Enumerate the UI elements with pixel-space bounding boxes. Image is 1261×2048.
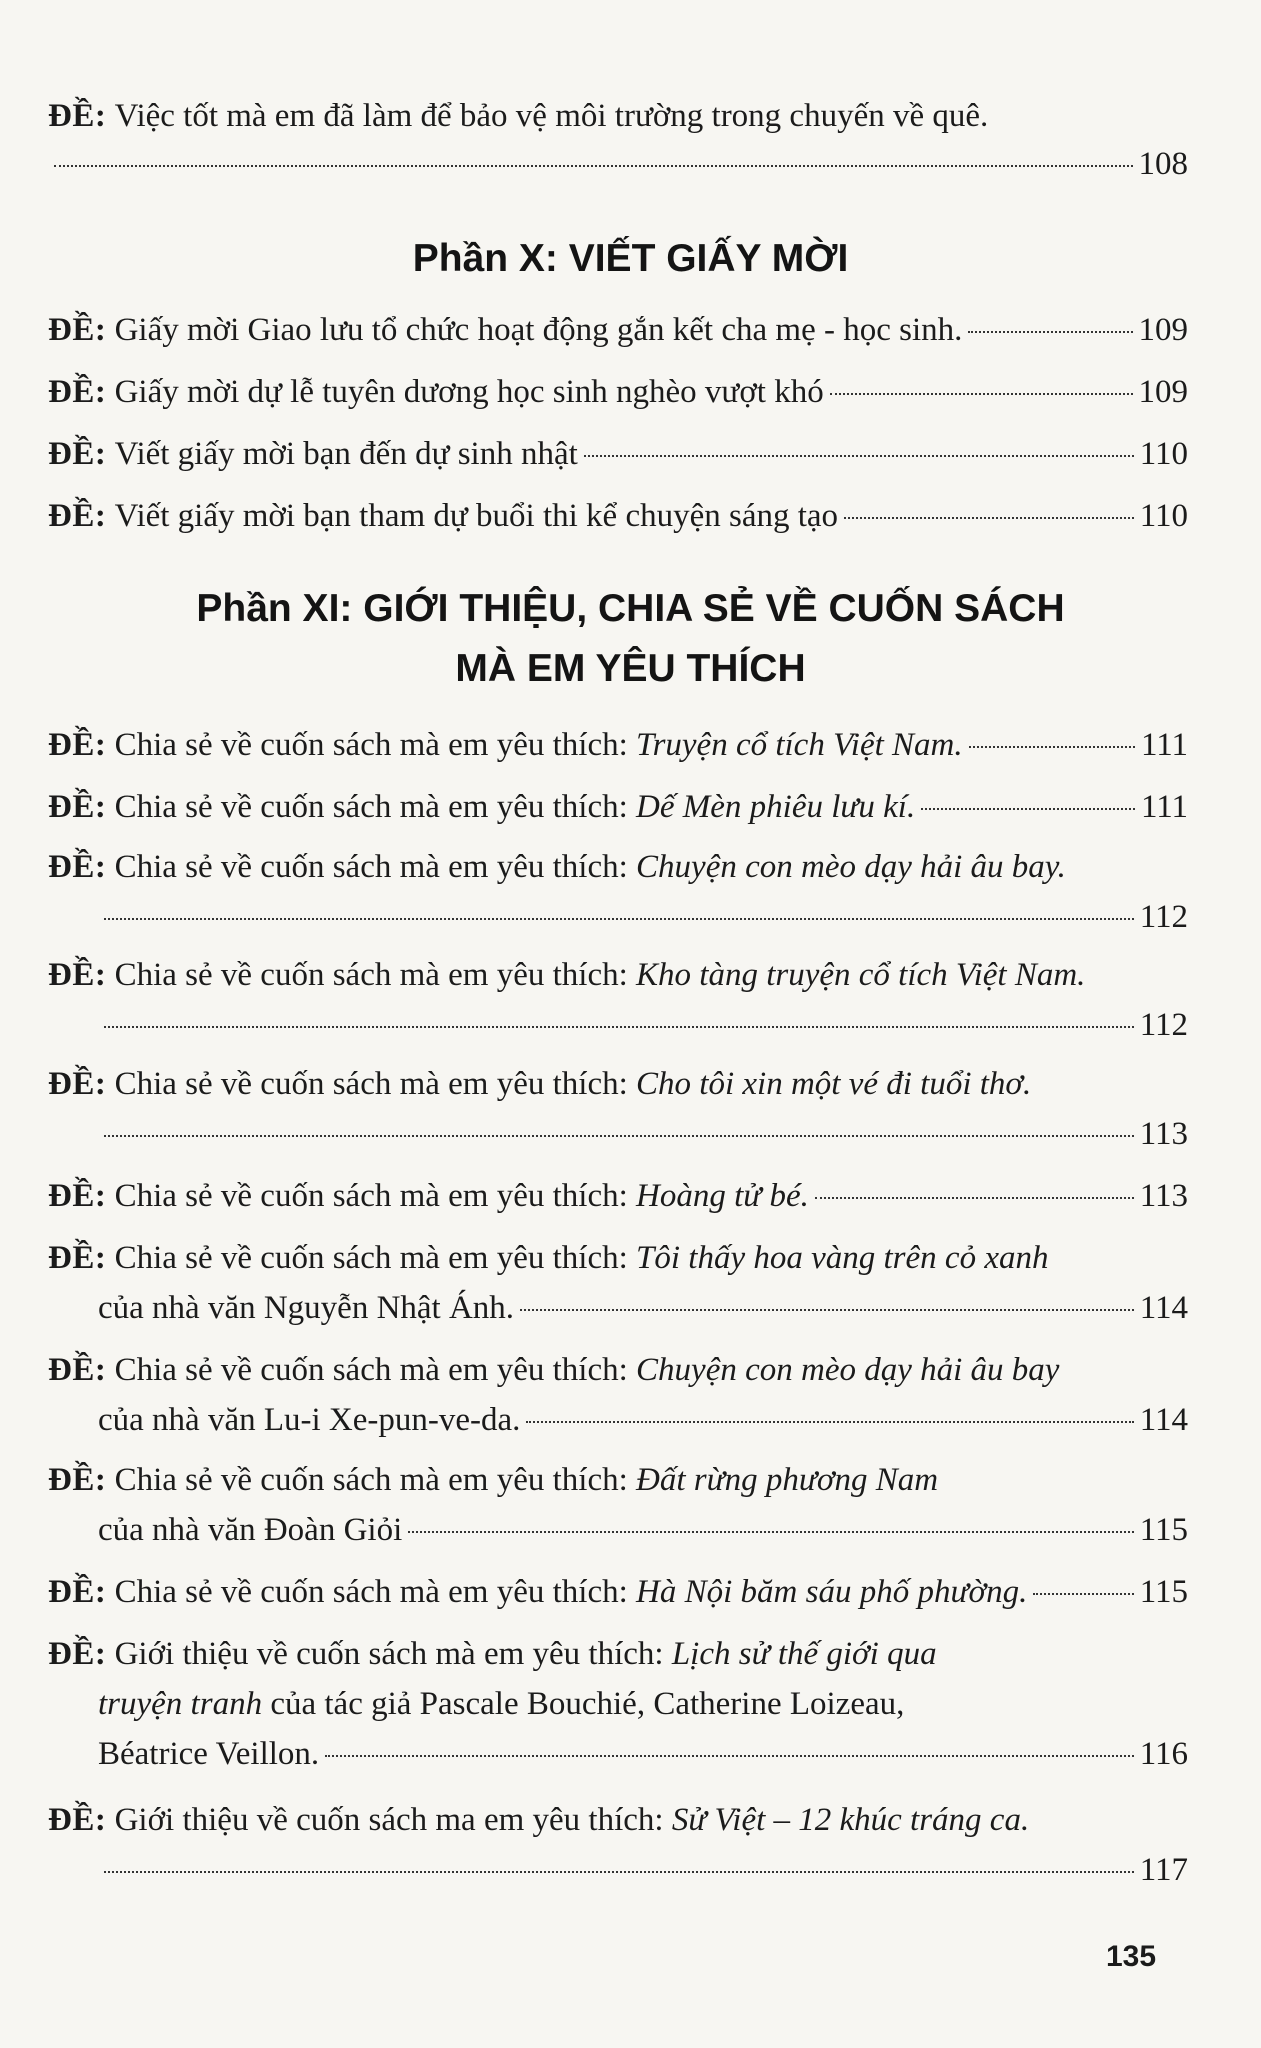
book-title: Hoàng tử bé. [636, 1178, 809, 1214]
book-title: Cho tôi xin một vé đi tuổi thơ. [636, 1066, 1032, 1102]
toc-entry [48, 1634, 1188, 1674]
toc-entry-cont [98, 1510, 1188, 1550]
toc-entry-intro-page [48, 144, 1188, 184]
section-xi-title-line2: MÀ EM YÊU THÍCH [455, 647, 806, 690]
leader-dots [830, 393, 1133, 395]
leader-dots [104, 1871, 1134, 1873]
page-ref: 108 [1138, 146, 1188, 182]
leader-dots [104, 1135, 1134, 1137]
leader-dots [325, 1755, 1134, 1757]
page-ref: 109 [1138, 374, 1188, 410]
book-title: Hà Nội băm sáu phố phường. [636, 1574, 1028, 1610]
toc-entry-page-line [98, 1114, 1188, 1154]
entry-text: Chia sẻ về cuốn sách mà em yêu thích: [114, 727, 628, 763]
leader-dots [969, 746, 1135, 748]
toc-entry [48, 1238, 1188, 1278]
leader-dots [968, 331, 1132, 333]
entry-label: ĐỀ: [48, 1352, 107, 1388]
toc-entry [48, 496, 1188, 536]
entry-text-cont: Béatrice Veillon. [98, 1736, 320, 1772]
page-ref: 109 [1138, 312, 1188, 348]
page-number: 135 [1106, 1940, 1157, 1973]
page-ref: 115 [1139, 1574, 1188, 1610]
entry-label: ĐỀ: [48, 1636, 107, 1672]
book-title: Tôi thấy hoa vàng trên cỏ xanh [636, 1240, 1049, 1276]
page-ref: 113 [1139, 1178, 1188, 1214]
toc-entry-cont [98, 1288, 1188, 1328]
page-ref: 111 [1140, 789, 1188, 825]
entry-text-cont: của nhà văn Lu-i Xe-pun-ve-da. [98, 1402, 521, 1438]
toc-entry [48, 1350, 1188, 1390]
entry-label: ĐỀ: [48, 1240, 107, 1276]
toc-entry [48, 1460, 1188, 1500]
entry-label: ĐỀ: [48, 1574, 107, 1610]
entry-text: Chia sẻ về cuốn sách mà em yêu thích: [114, 1178, 628, 1214]
page-ref: 116 [1139, 1736, 1188, 1772]
entry-text: Chia sẻ về cuốn sách mà em yêu thích: [114, 1352, 628, 1388]
leader-dots [584, 455, 1134, 457]
entry-text: Giới thiệu về cuốn sách mа em yêu thích: [114, 1802, 664, 1838]
toc-entry-page-line [98, 1850, 1188, 1890]
section-x-title: Phần X: VIẾT GIẤY MỜI [412, 237, 849, 280]
entry-text: Chia sẻ về cuốn sách mà em yêu thích: [114, 849, 628, 885]
entry-text: Chia sẻ về cuốn sách mà em yêu thích: [114, 1574, 628, 1610]
book-title: Chuyện con mèo dạy hải âu bay [636, 1352, 1060, 1388]
toc-entry [48, 787, 1188, 827]
page-ref: 112 [1139, 1007, 1188, 1043]
toc-entry-cont [98, 1684, 1188, 1724]
entry-label: ĐỀ: [48, 849, 107, 885]
toc-entry [48, 1176, 1188, 1216]
book-title: Chuyện con mèo dạy hải âu bay. [636, 849, 1066, 885]
page-ref: 110 [1139, 436, 1188, 472]
entry-label: ĐỀ: [48, 436, 107, 472]
toc-entry [48, 372, 1188, 412]
toc-entry [48, 1572, 1188, 1612]
entry-text: Chia sẻ về cuốn sách mà em yêu thích: [114, 957, 628, 993]
page-ref: 113 [1139, 1116, 1188, 1152]
entry-text-cont: của nhà văn Nguyễn Nhật Ánh. [98, 1290, 515, 1326]
book-title: Dế Mèn phiêu lưu kí. [636, 789, 916, 825]
entry-label: ĐỀ: [48, 1178, 107, 1214]
book-title: Truyện cổ tích Việt Nam. [636, 727, 963, 763]
entry-label: ĐỀ: [48, 1462, 107, 1498]
entry-text: Viết giấy mời bạn tham dự buổi thi kể chuyện sáng tạo [114, 498, 839, 534]
entry-text: Giới thiệu về cuốn sách mà em yêu thích: [114, 1636, 664, 1672]
leader-dots [526, 1421, 1133, 1423]
entry-label: ĐỀ: [48, 1802, 107, 1838]
leader-dots [844, 517, 1134, 519]
page-ref: 114 [1139, 1402, 1188, 1438]
entry-label: ĐỀ: [48, 727, 107, 763]
entry-text: Giấy mời dự lễ tuyên dương học sinh nghèo vượt khó [114, 374, 824, 410]
toc-entry-page-line [98, 897, 1188, 937]
book-title: Sử Việt – 12 khúc tráng ca. [671, 1802, 1030, 1838]
toc-entry-page-line [98, 1005, 1188, 1045]
entry-text: Viết giấy mời bạn đến dự sinh nhật [114, 436, 578, 472]
leader-dots [921, 808, 1135, 810]
toc-entry-cont [98, 1734, 1188, 1774]
entry-label: ĐỀ: [48, 498, 107, 534]
toc-entry-intro [48, 96, 1188, 136]
entry-text-cont: của tác giả Pascale Bouchié, Catherine Loizeau, [270, 1686, 905, 1722]
page-ref: 117 [1139, 1852, 1188, 1888]
toc-entry [48, 310, 1188, 350]
page-ref: 115 [1139, 1512, 1188, 1548]
page-ref: 112 [1139, 899, 1188, 935]
entry-text: Chia sẻ về cuốn sách mà em yêu thích: [114, 1066, 628, 1102]
section-xi-title-line1: Phần XI: GIỚI THIỆU, CHIA SẺ VỀ CUỐN SÁCH [196, 587, 1065, 630]
entry-label: ĐỀ: [48, 957, 107, 993]
page-ref: 110 [1139, 498, 1188, 534]
leader-dots [408, 1531, 1133, 1533]
entry-label: ĐỀ: [48, 374, 107, 410]
entry-label: ĐỀ: [48, 312, 107, 348]
toc-entry [48, 955, 1188, 995]
toc-entry [48, 1064, 1188, 1104]
entry-label: ĐỀ: [48, 98, 107, 134]
toc-entry [48, 725, 1188, 765]
leader-dots [520, 1309, 1134, 1311]
entry-text: Chia sẻ về cuốn sách mà em yêu thích: [114, 1462, 628, 1498]
toc-entry [48, 1800, 1188, 1840]
leader-dots [815, 1197, 1134, 1199]
entry-text: Giấy mời Giao lưu tổ chức hoạt động gắn kết cha mẹ - học sinh. [114, 312, 963, 348]
entry-text: Chia sẻ về cuốn sách mà em yêu thích: [114, 789, 628, 825]
book-title: Đất rừng phương Nam [636, 1462, 939, 1498]
book-title: Kho tàng truyện cổ tích Việt Nam. [636, 957, 1086, 993]
entry-label: ĐỀ: [48, 1066, 107, 1102]
entry-text-cont: của nhà văn Đoàn Giỏi [98, 1512, 403, 1548]
entry-text: Việc tốt mà em đã làm để bảo vệ môi trường trong chuyến về quê. [114, 98, 989, 134]
book-title: Lịch sử thế giới qua [671, 1636, 937, 1672]
book-title-cont: truyện tranh [98, 1686, 263, 1722]
toc-entry-cont [98, 1400, 1188, 1440]
entry-label: ĐỀ: [48, 789, 107, 825]
leader-dots [54, 165, 1133, 167]
page-ref: 114 [1139, 1290, 1188, 1326]
leader-dots [1033, 1593, 1133, 1595]
entry-text: Chia sẻ về cuốn sách mà em yêu thích: [114, 1240, 628, 1276]
leader-dots [104, 918, 1134, 920]
leader-dots [104, 1026, 1134, 1028]
toc-entry [48, 847, 1188, 887]
toc-entry [48, 434, 1188, 474]
page-ref: 111 [1140, 727, 1188, 763]
